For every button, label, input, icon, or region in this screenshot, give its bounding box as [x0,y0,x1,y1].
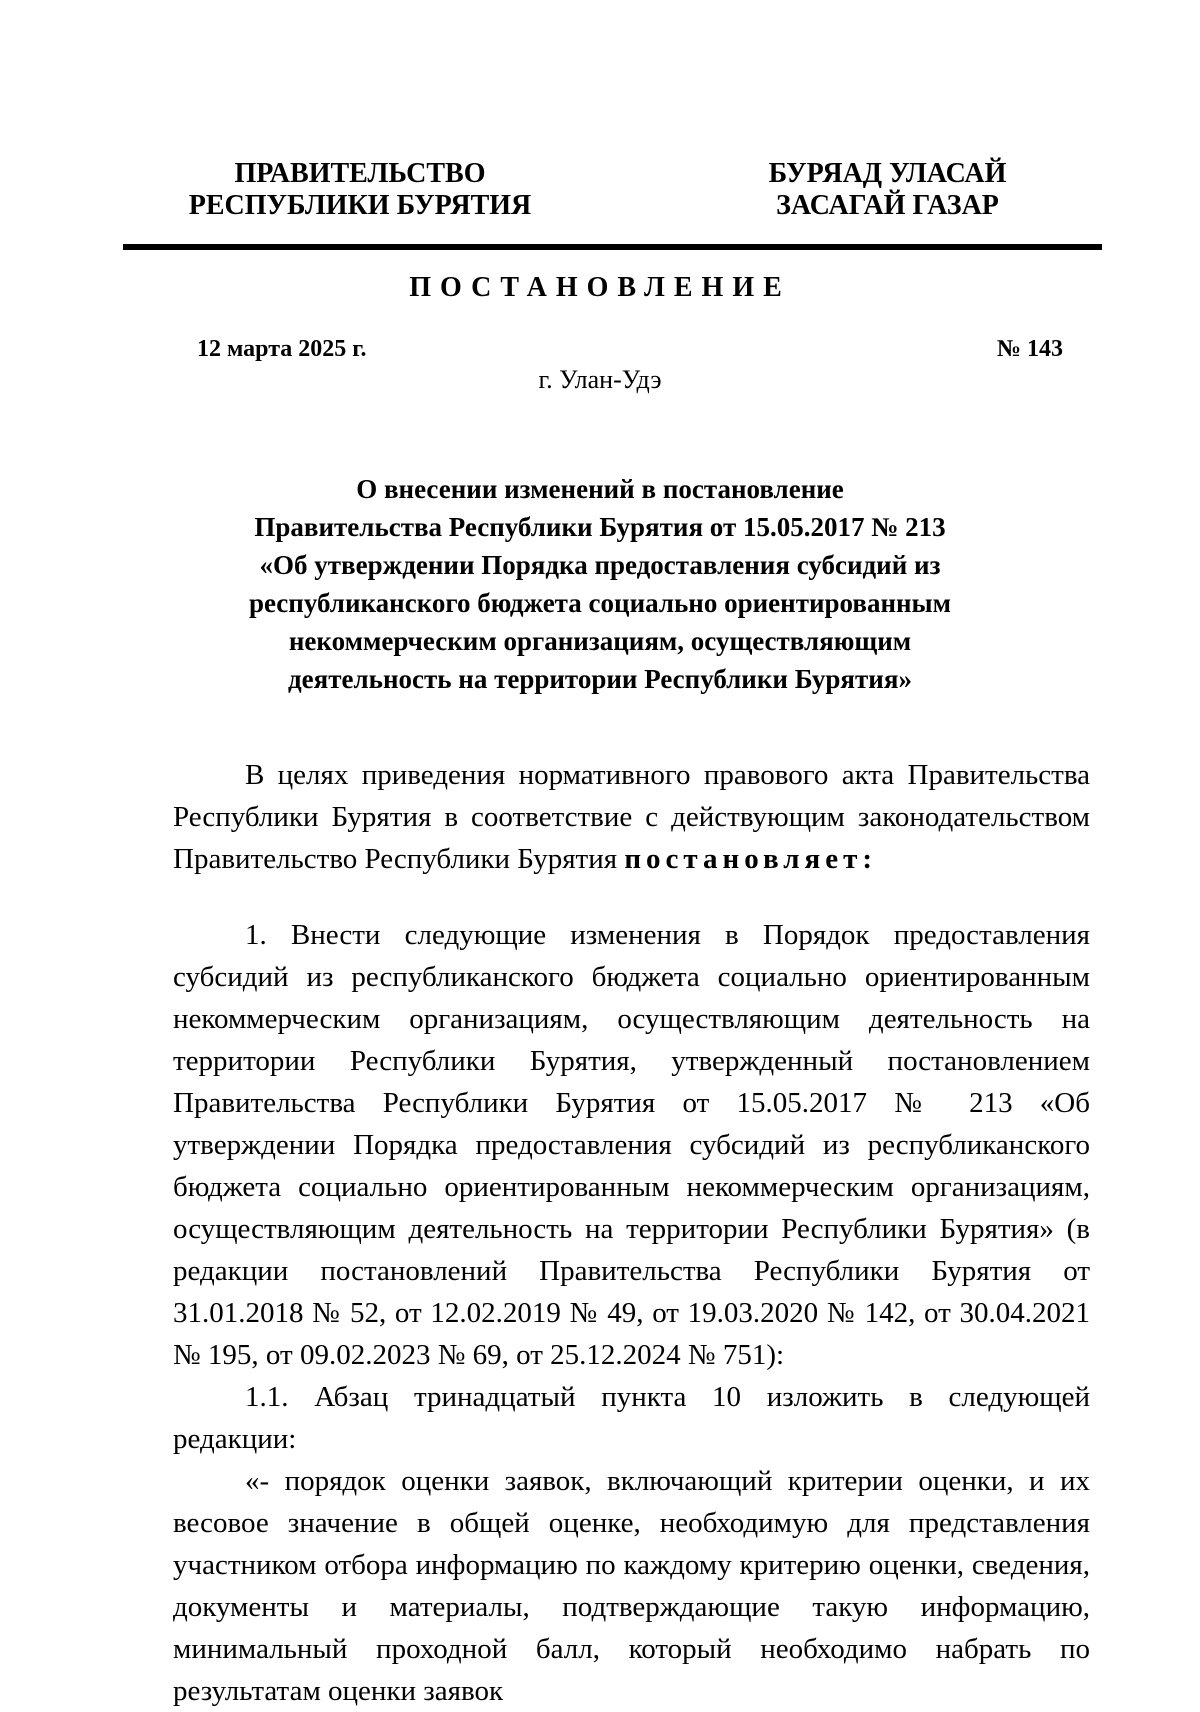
title-line: деятельность на территории Республики Бурятия» [288,664,912,694]
document-type: ПОСТАНОВЛЕНИЕ [409,272,791,303]
title-line: О внесении изменений в постановление [356,474,844,504]
header-left-line1: ПРАВИТЕЛЬСТВО [234,158,486,189]
intro-body: В целях приведения нормативного правового акта Правительства Республики Бурятия в соответствие с действующим законодательством Правительство Республики Бурятия [173,759,1090,875]
title-line: некоммерческим организациям, осуществляющим [288,626,912,656]
paragraph: 1. Внести следующие изменения в Порядок предоставления субсидий из республиканского бюджета социально ориентированным некоммерческим организациям, осуществляющим деятельность на территории Республики Бурятия, утвержденный постановлением Правительства Республики Бурятия от 15.05.2017 № 213 «Об утверждении Порядка предоставления субсидий из республиканского бюджета социально ориентированным некоммерческим организациям, осуществляющим деятельность на территории Республики Бурятия» (в редакции постановлений Правительства Республики Бурятия от 31.01.2018 № 52, от 12.02.2019 № 49, от 19.03.2020 № 142, от 30.04.2021 № 195, от 09.02.2023 № 69, от 25.12.2024 № 751): [173,919,1090,1371]
document-city: г. Улан-Удэ [538,365,662,394]
paragraph: 1.1. Абзац тринадцатый пункта 10 изложить в следующей редакции: [173,1381,1090,1455]
title-line: Правительства Республики Бурятия от 15.05.2017 № 213 [254,512,946,542]
header-right [715,158,1060,222]
paragraph: «- порядок оценки заявок, включающий критерии оценки, и их весовое значение в общей оценке, необходимую для представления участником отбора информацию по каждому критерию оценки, сведения, документы и материалы, подтверждающие такую информацию, минимальный проходной балл, который необходимо набрать по результатам оценки заявок [173,1465,1090,1707]
header-right-line2: ЗАСАГАЙ ГАЗАР [776,190,999,221]
document-number: № 143 [996,336,1063,362]
title-line: «Об утверждении Порядка предоставления субсидий из [259,550,941,580]
document-title [160,470,1040,698]
header-divider [123,244,1102,250]
header-left [160,158,560,222]
intro-paragraph [173,754,1090,880]
header-right-line1: БУРЯАД УЛАСАЙ [768,158,1007,189]
resolution-body [173,914,1090,1712]
document-date: 12 марта 2025 г. [197,336,367,362]
resolves-word: постановляет: [624,843,878,875]
header-left-line2: РЕСПУБЛИКИ БУРЯТИЯ [188,190,532,221]
title-line: республиканского бюджета социально ориентированным [248,588,952,618]
intro-text [173,754,1090,880]
